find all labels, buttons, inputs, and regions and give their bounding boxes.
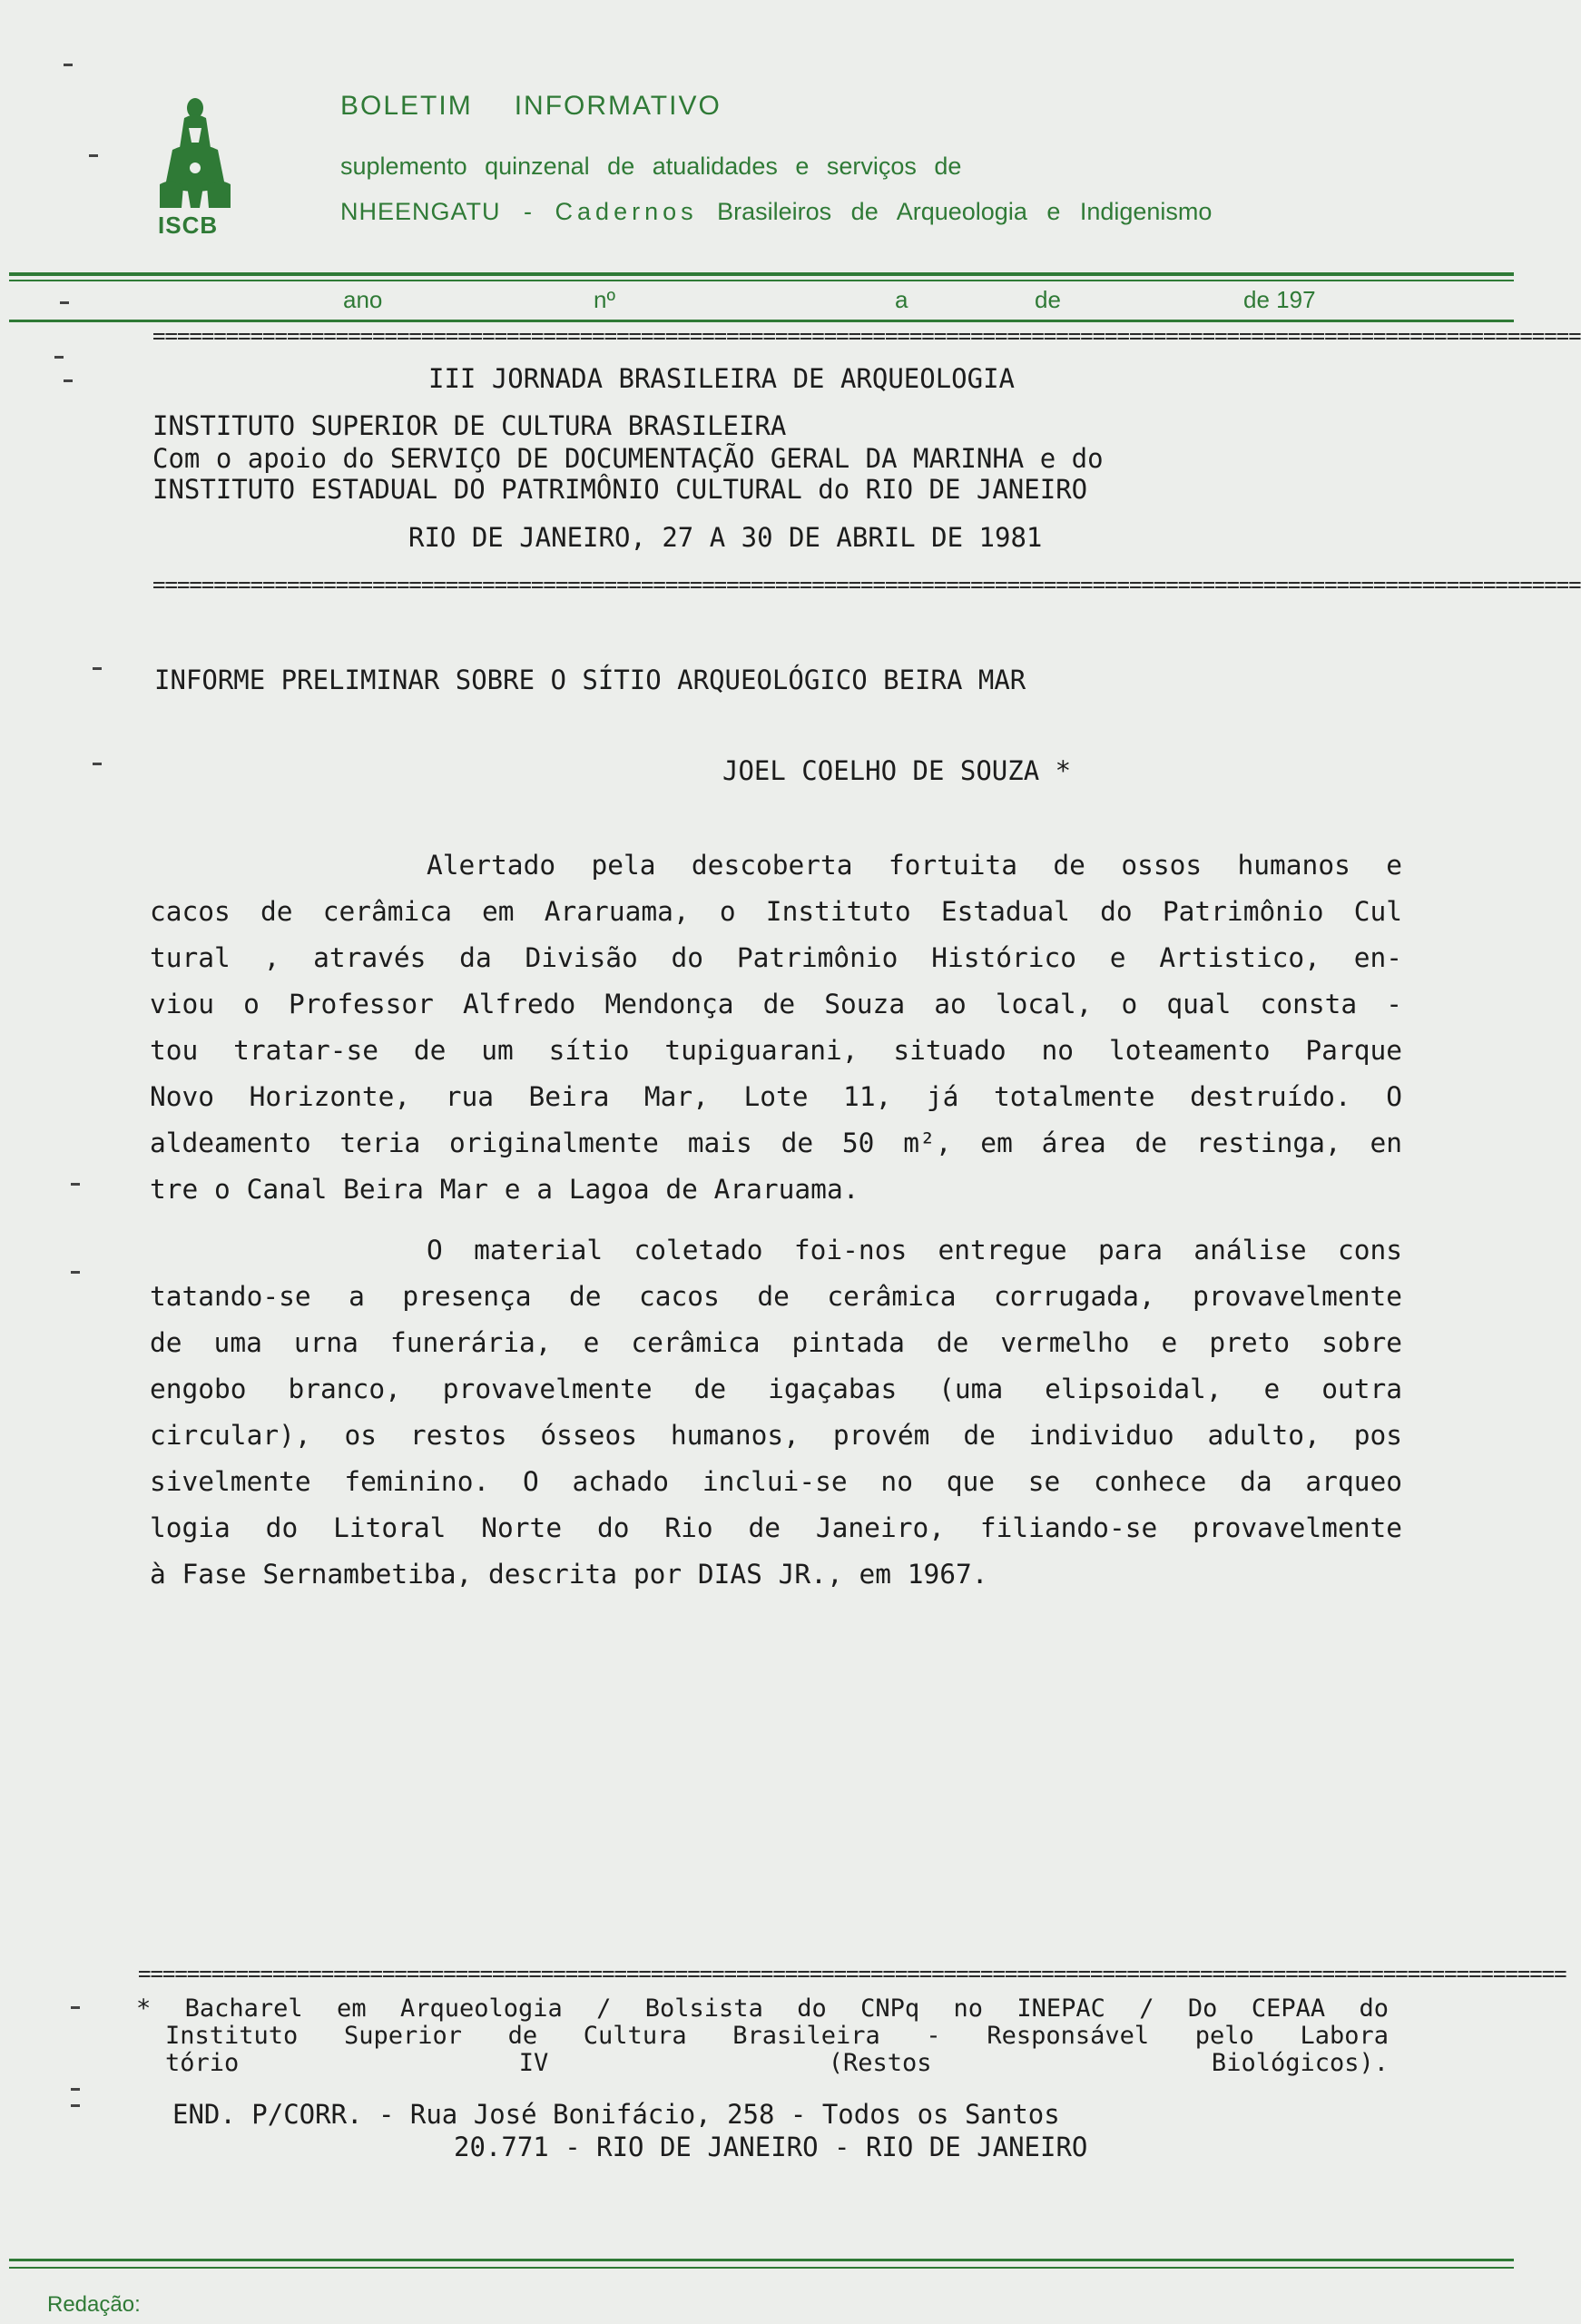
event-support-line2: INSTITUTO ESTADUAL DO PATRIMÔNIO CULTURAL do RIO DE JANEIRO: [152, 474, 1088, 505]
event-place-date: RIO DE JANEIRO, 27 A 30 DE ABRIL DE 1981: [408, 522, 1043, 553]
logo-label: ISCB: [158, 212, 219, 239]
margin-tick: [89, 154, 98, 157]
separator-line: =====================================================================================================================: [152, 323, 1581, 349]
series-spread: Cadernos: [555, 198, 698, 225]
article-paragraph-2: [150, 1227, 1402, 1598]
series-rest: Brasileiros de Arqueologia e Indigenismo: [717, 198, 1213, 225]
event-support-line1: Com o apoio do SERVIÇO DE DOCUMENTAÇÃO GERAL DA MARINHA e do: [152, 443, 1104, 474]
margin-tick: [71, 1183, 80, 1186]
separator-line: =====================================================================================================================: [138, 1961, 1566, 1986]
date-rule: [9, 320, 1514, 322]
margin-tick: [71, 1271, 80, 1274]
article-paragraph-1: [150, 842, 1402, 1213]
iscb-emblem-icon: [154, 95, 236, 209]
paragraph-line: engobo branco, provavelmente de igaçabas (uma elipsoidal, e outra: [150, 1374, 1402, 1404]
paragraph-line: tre o Canal Beira Mar e a Lagoa de Araruama.: [150, 1174, 859, 1205]
paragraph-line: cacos de cerâmica em Araruama, o Instituto Estadual do Patrimônio Cul: [150, 896, 1402, 927]
date-ano: ano: [343, 286, 383, 313]
date-year: de 197: [1243, 286, 1316, 313]
paragraph-line: à Fase Sernambetiba, descrita por DIAS JR., em 1967.: [150, 1559, 988, 1590]
margin-tick: [60, 301, 69, 304]
series-name: NHEENGATU: [340, 198, 501, 225]
article-author: JOEL COELHO DE SOUZA *: [722, 755, 1072, 786]
bulletin-title: [340, 91, 763, 122]
margin-tick: [71, 2088, 80, 2091]
bulletin-subtitle: suplemento quinzenal de atualidades e serviços de: [340, 153, 962, 180]
margin-tick: [71, 2006, 80, 2009]
redacao-label: Redação:: [47, 2292, 141, 2317]
separator-line: =====================================================================================================================: [152, 572, 1581, 597]
paragraph-line: tural , através da Divisão do Patrimônio Histórico e Artistico, en-: [150, 942, 1402, 973]
date-de: de: [1035, 286, 1061, 313]
paragraph-line: circular), os restos ósseos humanos, provém de individuo adulto, pos: [150, 1420, 1402, 1451]
footnote: [136, 1995, 1389, 2077]
margin-tick: [93, 763, 102, 765]
bottom-rule-thin: [9, 2267, 1514, 2269]
bottom-rule: [9, 2259, 1514, 2261]
bulletin-title-word2: INFORMATIVO: [514, 91, 722, 121]
paragraph-line: tou tratar-se de um sítio tupiguarani, situado no loteamento Parque: [150, 1035, 1402, 1066]
iscb-logo: [154, 95, 236, 259]
event-title: III JORNADA BRASILEIRA DE ARQUEOLOGIA: [428, 363, 1016, 394]
margin-tick: [54, 356, 64, 359]
bulletin-series: [340, 198, 1212, 226]
event-organizer: INSTITUTO SUPERIOR DE CULTURA BRASILEIRA: [152, 410, 787, 441]
footnote-line: Instituto Superior de Cultura Brasileira - Responsável pelo Labora: [165, 2022, 1389, 2050]
paragraph-line: aldeamento teria originalmente mais de 50 m², em área de restinga, en: [150, 1128, 1402, 1158]
letterhead-rule-top: [9, 272, 1514, 276]
paragraph-line: tatando-se a presença de cacos de cerâmica corrugada, provavelmente: [150, 1281, 1402, 1312]
paragraph-line: Alertado pela descoberta fortuita de ossos humanos e: [427, 850, 1402, 881]
series-dash: -: [524, 198, 533, 225]
paragraph-line: O material coletado foi-nos entregue para análise cons: [427, 1235, 1402, 1265]
bulletin-title-word1: BOLETIM: [340, 91, 473, 121]
paragraph-line: de uma urna funerária, e cerâmica pintada de vermelho e preto sobre: [150, 1327, 1402, 1358]
margin-tick: [64, 379, 73, 382]
footnote-line: * Bacharel em Arqueologia / Bolsista do CNPq no INEPAC / Do CEPAA do: [136, 1994, 1389, 2023]
date-a: a: [895, 286, 908, 313]
correspondence-address-line2: 20.771 - RIO DE JANEIRO - RIO DE JANEIRO: [454, 2132, 1088, 2162]
margin-tick: [71, 2104, 80, 2107]
margin-tick: [64, 64, 73, 66]
letterhead-rule-thin: [9, 280, 1514, 281]
date-number: nº: [594, 286, 615, 313]
paragraph-line: viou o Professor Alfredo Mendonça de Souza ao local, o qual consta -: [150, 989, 1402, 1019]
correspondence-address-line1: END. P/CORR. - Rua José Bonifácio, 258 - Todos os Santos: [172, 2099, 1060, 2130]
article-title: INFORME PRELIMINAR SOBRE O SÍTIO ARQUEOLÓGICO BEIRA MAR: [154, 665, 1026, 695]
paragraph-line: sivelmente feminino. O achado inclui-se no que se conhece da arqueo: [150, 1466, 1402, 1497]
paragraph-line: logia do Litoral Norte do Rio de Janeiro, filiando-se provavelmente: [150, 1512, 1402, 1543]
footnote-line: tório IV (Restos Biológicos).: [165, 2049, 1389, 2077]
margin-tick: [93, 667, 102, 670]
paragraph-line: Novo Horizonte, rua Beira Mar, Lote 11, já totalmente destruído. O: [150, 1081, 1402, 1112]
